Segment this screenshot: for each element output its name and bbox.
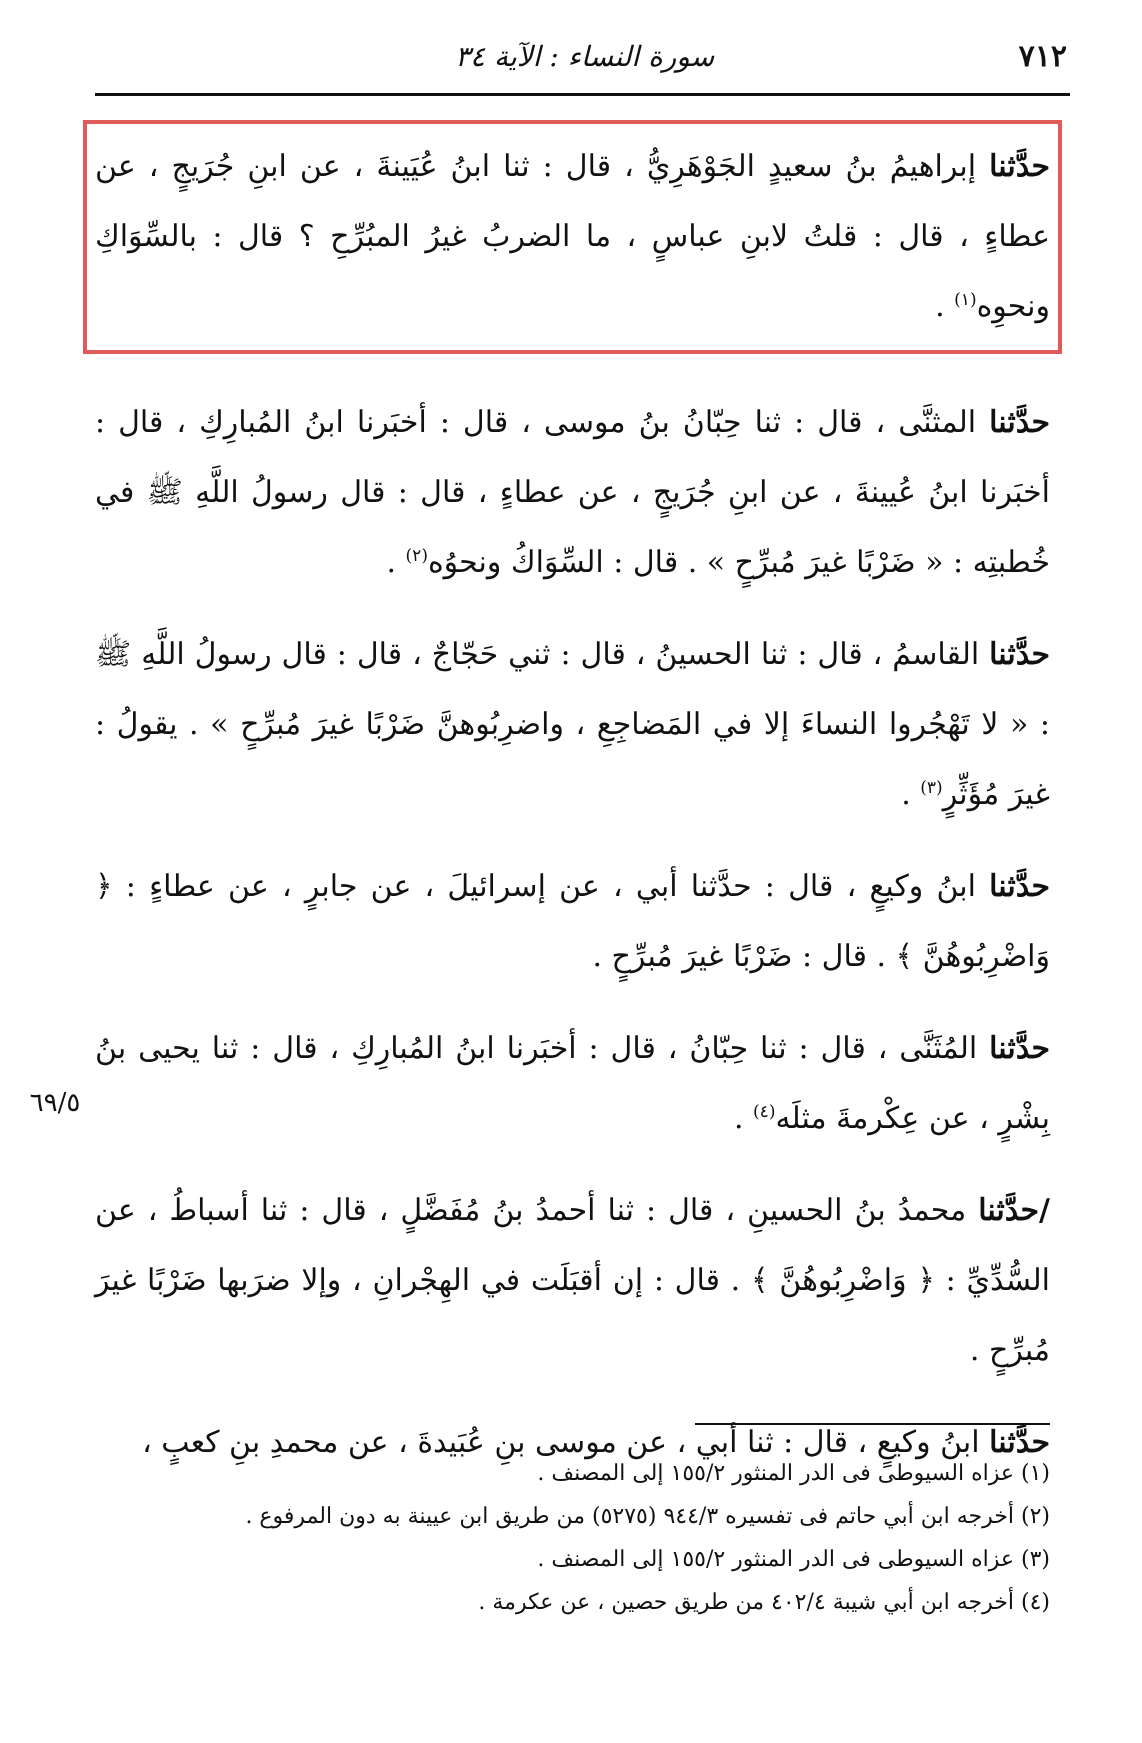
paragraph	[95, 620, 1050, 830]
paragraph	[95, 852, 1050, 992]
paragraph-highlighted	[95, 132, 1050, 342]
running-title: سورة النساء : الآية ٣٤	[455, 39, 715, 73]
paragraph-lead: حدَّثنا	[989, 149, 1050, 184]
paragraph	[95, 1176, 1050, 1386]
footnote: (١) عزاه السيوطى فى الدر المنثور ١٥٥/٢ إلى المصنف .	[537, 1461, 1050, 1486]
paragraph-text: المُثَنَّى ، قال : ثنا حِبّانُ ، قال : أخبَرنا ابنُ المُبارِكِ ، قال : ثنا يحيى بنُ بِشْرٍ ، عن عِكْرمةَ مثلَه	[95, 1031, 1050, 1136]
paragraph-end: .	[386, 545, 406, 580]
paragraph-text: محمدُ بنُ الحسينِ ، قال : ثنا أحمدُ بنُ مُفَضَّلٍ ، قال : ثنا أسباطُ ، عن السُّدِّيِّ : ﴿ وَاضْرِبُوهُنَّ ﴾ . قال : إن أقبَلَت في الهِجْرانِ ، وإلا ضرَبها ضَرْبًا غيرَ مُبرِّحٍ .	[95, 1193, 1050, 1368]
footnote: (٤) أخرجه ابن أبي شيبة ٤٠٢/٤ من طريق حصين ، عن عكرمة .	[478, 1590, 1050, 1615]
paragraph-end: .	[733, 1101, 754, 1136]
main-text	[95, 132, 1050, 1500]
footnote-ref: (٤)	[753, 1102, 776, 1122]
paragraph-text: المثنَّى ، قال : ثنا حِبّانُ بنُ موسى ، قال : أخبَرنا ابنُ المُبارِكِ ، قال : أخبَرنا ابنُ عُيينةَ ، عن ابنِ جُرَيجٍ ، عن عطاءٍ ، قال : قال رسولُ اللَّهِ ﷺ في خُطبتِه : « ضَرْبًا غيرَ مُبرِّحٍ » . قال : السِّوَاكُ ونحوُه	[95, 405, 1050, 580]
paragraph-lead: حدَّثنا	[989, 1425, 1050, 1460]
paragraph-text: ابنُ وكيعٍ ، قال : ثنا أبي ، عن موسى بنِ عُبَيدةَ ، عن محمدِ بنِ كعبٍ ،	[142, 1425, 990, 1460]
paragraph	[95, 388, 1050, 598]
footnote-ref: (١)	[954, 290, 977, 310]
page-header	[95, 28, 1067, 84]
paragraph	[95, 1014, 1050, 1154]
page-number: ٧١٢	[1018, 38, 1067, 74]
margin-volume-page-note: ٦٩/٥	[29, 1088, 81, 1118]
paragraph-lead: /حدَّثنا	[978, 1193, 1050, 1228]
header-rule	[95, 93, 1070, 96]
footnotes	[95, 1452, 1050, 1624]
footnote-ref: (٢)	[405, 546, 428, 566]
footnote-rule	[695, 1423, 1050, 1425]
paragraph-lead: حدَّثنا	[989, 405, 1050, 440]
paragraph-lead: حدَّثنا	[989, 637, 1050, 672]
paragraph-text: القاسمُ ، قال : ثنا الحسينُ ، قال : ثني حَجّاجٌ ، قال : قال رسولُ اللَّهِ ﷺ : « لا تَهْجُروا النساءَ إلا في المَضاجِعِ ، واضرِبُوهنَّ ضَرْبًا غيرَ مُبرِّحٍ » . يقولُ : غيرَ مُؤَثِّرٍ	[95, 637, 1050, 812]
paragraph-text: ابنُ وكيعٍ ، قال : حدَّثنا أبي ، عن إسرائيلَ ، عن جابرٍ ، عن عطاءٍ : ﴿ وَاضْرِبُوهُنَّ ﴾ . قال : ضَرْبًا غيرَ مُبرِّحٍ .	[95, 869, 1050, 974]
paragraph-text: إبراهيمُ بنُ سعيدٍ الجَوْهَرِيُّ ، قال : ثنا ابنُ عُيَينةَ ، عن ابنِ جُرَيجٍ ، عن عطاءٍ ، قال : قلتُ لابنِ عباسٍ ، ما الضربُ غيرُ المبُرِّحِ ؟ قال : بالسِّوَاكِ ونحوِه	[95, 149, 1050, 324]
footnote: (٢) أخرجه ابن أبي حاتم فى تفسيره ٩٤٤/٣ (٥٢٧٥) من طريق ابن عيينة به دون المرفوع .	[245, 1504, 1050, 1529]
paragraph-end: .	[901, 777, 921, 812]
footnote: (٣) عزاه السيوطى فى الدر المنثور ١٥٥/٢ إلى المصنف .	[537, 1547, 1050, 1572]
paragraph-lead: حدَّثنا	[989, 1031, 1050, 1066]
paragraph-end: .	[935, 289, 955, 324]
footnote-ref: (٣)	[920, 778, 943, 798]
paragraph-lead: حدَّثنا	[989, 869, 1050, 904]
